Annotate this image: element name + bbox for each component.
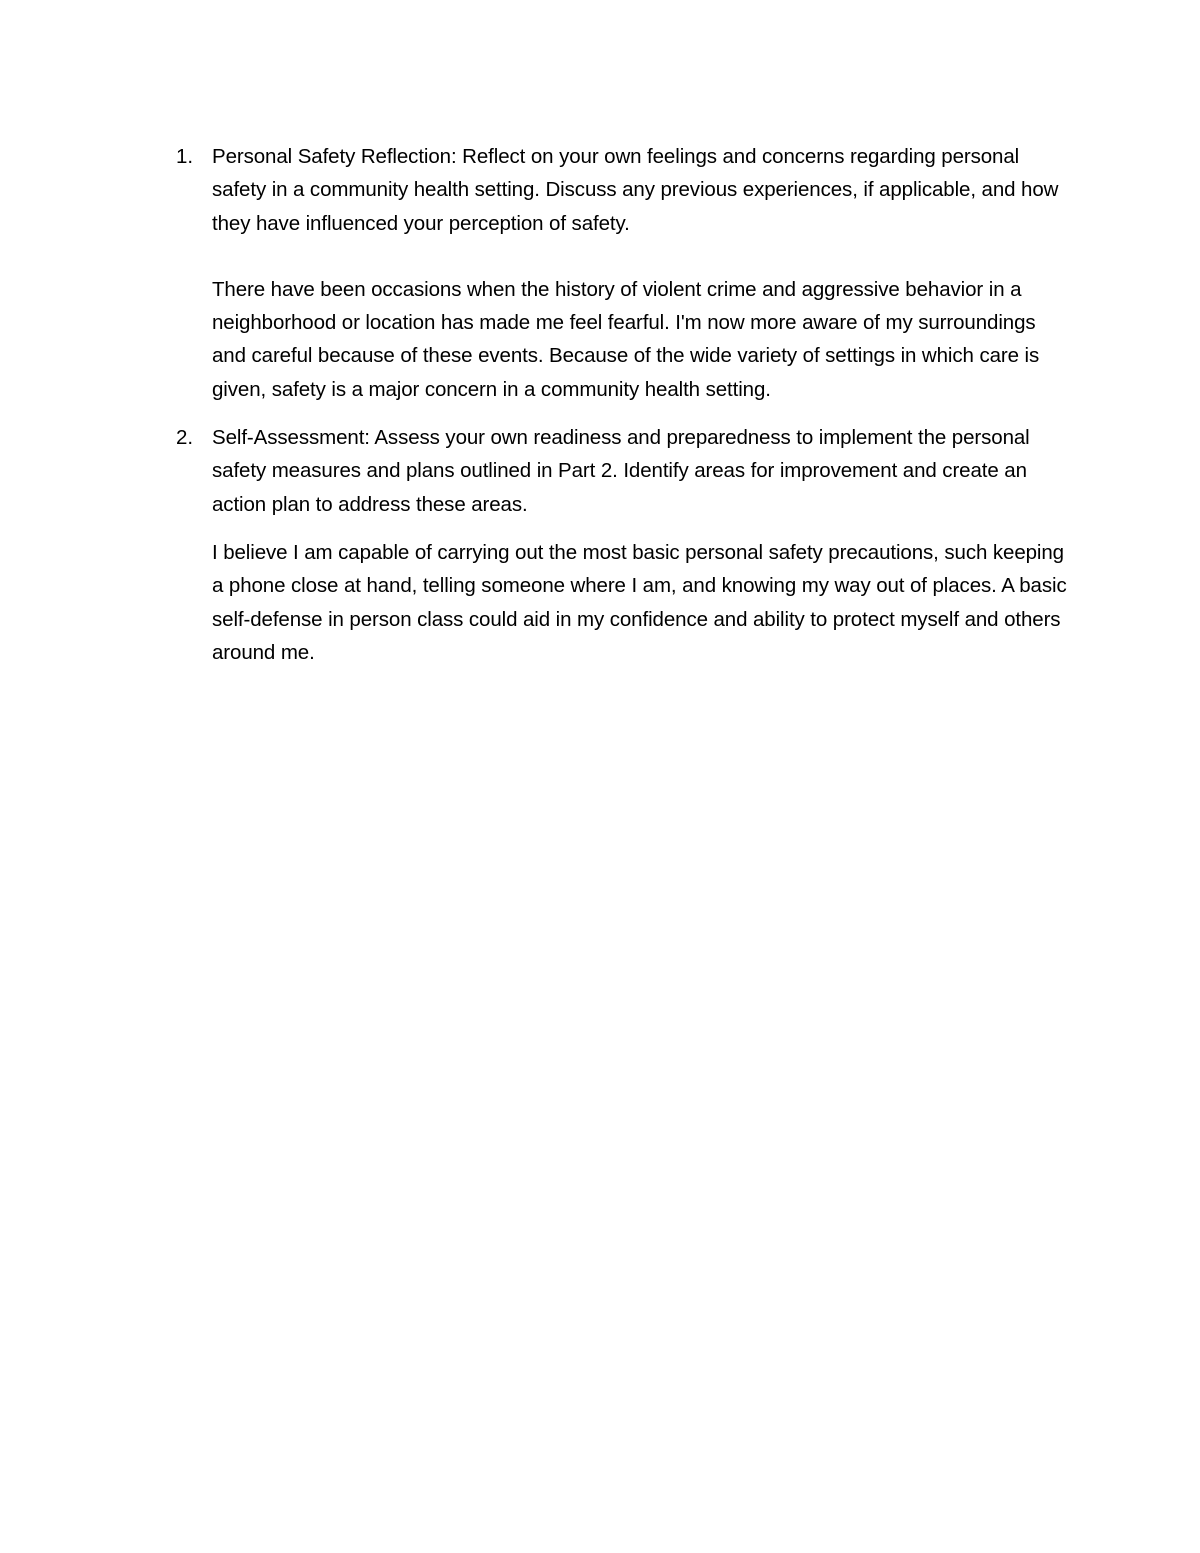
question-prompt: Personal Safety Reflection: Reflect on your own feelings and concerns regarding personal safety in a community health setting. Discuss any previous experiences, if applicable, and how they have influenced your perception of safety. <box>212 145 1059 235</box>
document-body <box>172 140 1072 669</box>
list-item-number: 1. <box>176 145 194 168</box>
answer-paragraph: I believe I am capable of carrying out the most basic personal safety precautions, such keeping a phone close at hand, telling someone where I am, and knowing my way out of places. A basic self-defense in person class could aid in my confidence and ability to protect myself and others around me. <box>212 540 1067 664</box>
list-item-personal-safety-reflection <box>172 140 1072 406</box>
list-item-number: 2. <box>176 426 194 450</box>
list-item-self-assessment <box>172 421 1072 669</box>
answer-paragraph: There have been occasions when the history of violent crime and aggressive behavior in a neighborhood or location has made me feel fearful. I'm now more aware of my surroundings and careful because of these events. Because of the wide variety of settings in which care is given, safety is a major concern in a community health setting. <box>212 277 1040 401</box>
question-prompt: Self-Assessment: Assess your own readiness and preparedness to implement the personal safety measures and plans outlined in Part 2. Identify areas for improvement and create an action plan to address these areas. <box>212 426 1030 516</box>
